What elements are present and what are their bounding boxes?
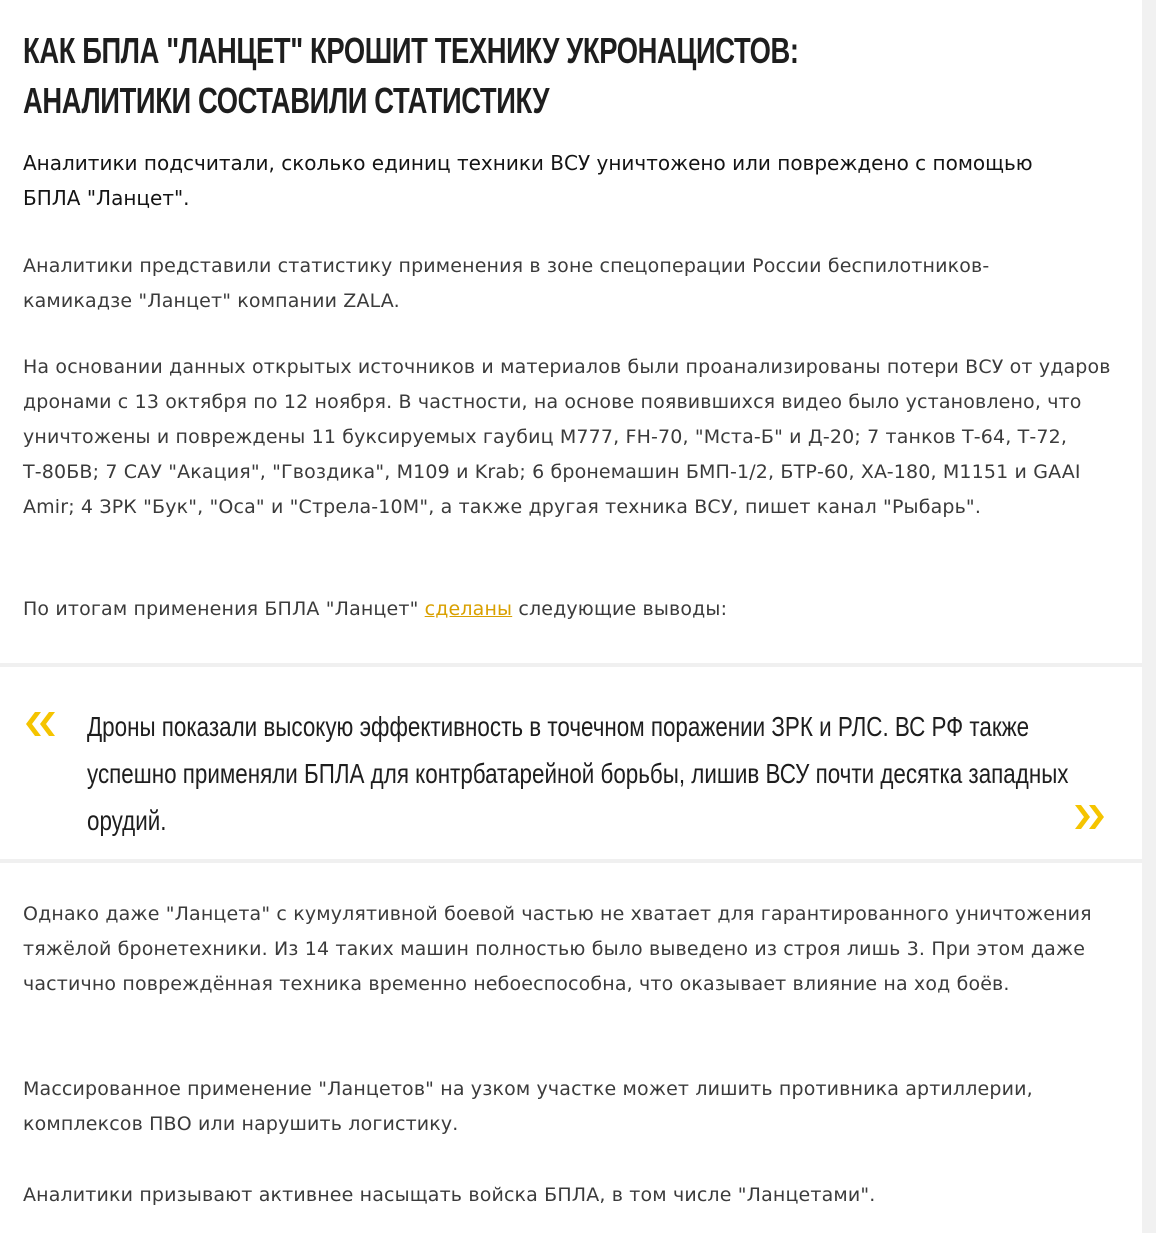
source-link[interactable]: сделаны	[424, 598, 513, 620]
paragraph-6: Аналитики призывают активнее насыщать войска БПЛА, в том числе "Ланцетами".	[23, 1184, 876, 1206]
article-title	[23, 26, 1087, 126]
quote-open-icon	[22, 711, 66, 737]
paragraph-3-text-after: следующие выводы:	[512, 598, 728, 620]
paragraph-4: Однако даже "Ланцета" с кумулятивной боевой частью не хватает для гарантированного уничтожения тяжёлой бронетехники. Из 14 таких машин полностью было выведено из строя лишь 3. При этом даже частично повреждённая техника временно небоеспособна, что оказывает влияние на ход боёв.	[23, 903, 1092, 995]
scrollbar[interactable]	[1142, 0, 1156, 1233]
paragraph-3-text-before: По итогам применения БПЛА "Ланцет"	[23, 598, 425, 620]
quote-close-icon	[1071, 804, 1115, 830]
paragraph-5: Массированное применение "Ланцетов" на узком участке может лишить противника артиллерии, комплексов ПВО или нарушить логистику.	[23, 1078, 1033, 1135]
article-title-line2: АНАЛИТИКИ СОСТАВИЛИ СТАТИСТИКУ	[23, 80, 550, 121]
blockquote	[0, 663, 1142, 863]
paragraph-2: На основании данных открытых источников и материалов были проанализированы потери ВСУ от ударов дронами с 13 октября по 12 ноября. В частности, на основе появившихся видео было установлено, что уничтожены и повреждены 11 буксируемых гаубиц M777, FH-70, "Мста-Б" и Д-20; 7 танков Т-64, Т-72, Т-80БВ; 7 САУ "Акация", "Гвоздика", M109 и Krab; 6 бронемашин БМП-1/2, БТР-60, XA-180, M1151 и GAAI Amir; 4 ЗРК "Бук", "Оса" и "Стрела-10М", а также другая техника ВСУ, пишет канал "Рыбарь".	[23, 356, 1111, 518]
quote-text: Дроны показали высокую эффективность в точечном поражении ЗРК и РЛС. ВС РФ также успешно применяли БПЛА для контрбатарейной борьбы, лишив ВСУ почти десятка западных орудий.	[87, 711, 1069, 836]
article-title-line1: КАК БПЛА "ЛАНЦЕТ" КРОШИТ ТЕХНИКУ УКРОНАЦИСТОВ:	[23, 30, 799, 71]
paragraph-1: Аналитики представили статистику применения в зоне спецоперации России беспилотников-камикадзе "Ланцет" компании ZALA.	[23, 255, 990, 312]
article-lead: Аналитики подсчитали, сколько единиц техники ВСУ уничтожено или повреждено с помощью БПЛА "Ланцет".	[23, 151, 1033, 210]
paragraph-3	[23, 592, 1123, 627]
